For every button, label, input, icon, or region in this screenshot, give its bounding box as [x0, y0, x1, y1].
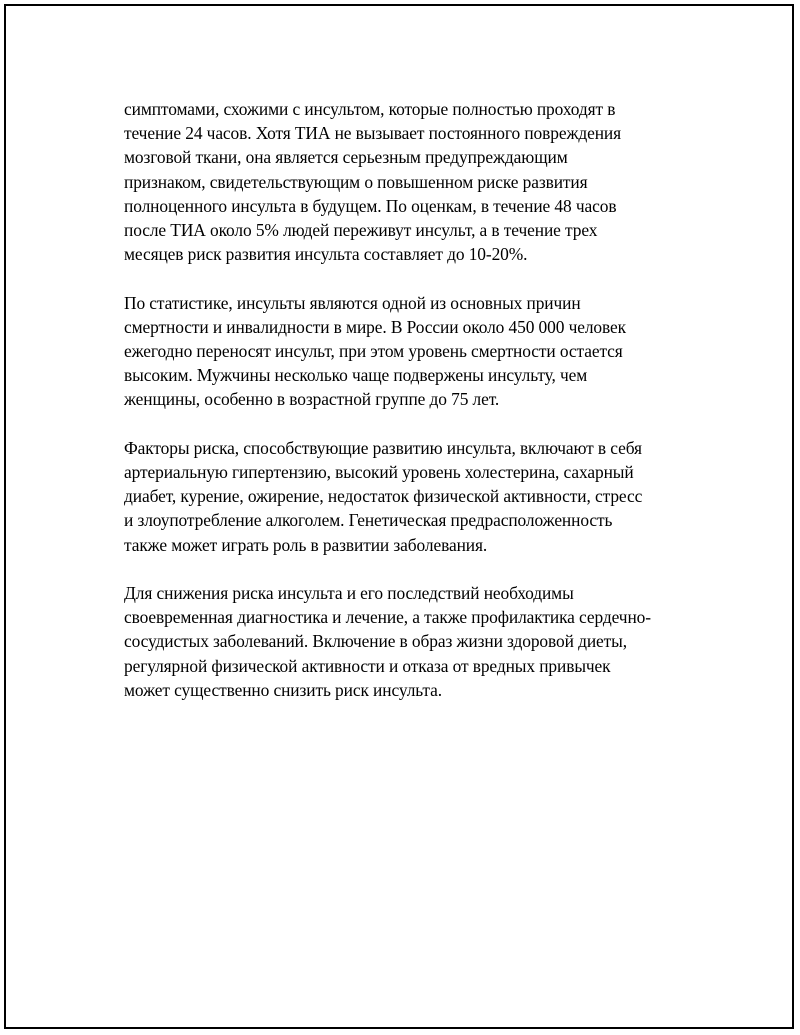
text-line: и злоупотребление алкоголем. Генетическая предрасположенность — [124, 510, 613, 531]
paragraph-prevention — [124, 581, 704, 702]
text-line: высоким. Мужчины несколько чаще подвержены инсульту, чем — [124, 365, 588, 386]
text-line: женщины, особенно в возрастной группе до 75 лет. — [124, 389, 500, 410]
text-line: симптомами, схожими с инсультом, которые полностью проходят в — [124, 99, 616, 119]
paragraph-risk-factors — [124, 436, 704, 557]
text-line: смертности и инвалидности в мире. В России около 450 000 человек — [124, 316, 627, 337]
text-line: признаком, свидетельствующим о повышенном риске развития — [124, 171, 588, 192]
text-line: По статистике, инсульты являются одной из основных причин — [124, 292, 581, 313]
text-line: также может играть роль в развитии заболевания. — [124, 534, 488, 555]
paragraph-tia — [124, 97, 704, 266]
text-line: после ТИА около 5% людей переживут инсульт, а в течение трех — [124, 220, 598, 241]
text-line: своевременная диагностика и лечение, а также профилактика сердечно- — [124, 607, 651, 628]
paragraph-statistics — [124, 291, 704, 412]
text-line: диабет, курение, ожирение, недостаток физической активности, стресс — [124, 486, 643, 507]
text-line: Факторы риска, способствующие развитию инсульта, включают в себя — [124, 437, 642, 458]
text-line: Для снижения риска инсульта и его последствий необходимы — [124, 583, 574, 604]
text-line: месяцев риск развития инсульта составляет до 10-20%. — [124, 244, 528, 265]
text-line: артериальную гипертензию, высокий уровень холестерина, сахарный — [124, 462, 634, 483]
text-line: может существенно снизить риск инсульта. — [124, 679, 443, 700]
text-line: мозговой ткани, она является серьезным предупреждающим — [124, 147, 568, 168]
document-body — [124, 97, 704, 726]
text-line: течение 24 часов. Хотя ТИА не вызывает постоянного повреждения — [124, 123, 622, 144]
text-line: ежегодно переносят инсульт, при этом уровень смертности остается — [124, 341, 623, 362]
text-line: сосудистых заболеваний. Включение в образ жизни здоровой диеты, — [124, 631, 627, 652]
text-line: регулярной физической активности и отказа от вредных привычек — [124, 655, 611, 676]
text-line: полноценного инсульта в будущем. По оценкам, в течение 48 часов — [124, 195, 617, 216]
page-frame — [4, 4, 794, 1029]
